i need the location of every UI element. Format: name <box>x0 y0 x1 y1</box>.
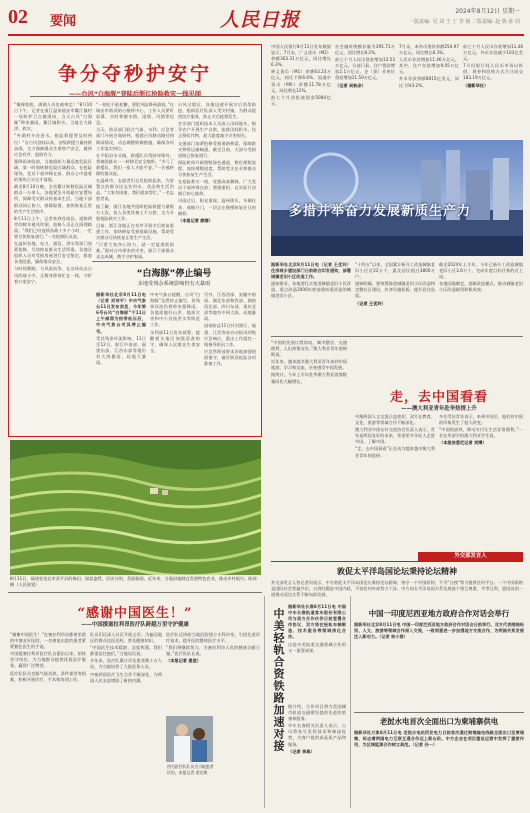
paragraph: 据新华社北京8月11日电 中国一印度尼西亚地方政府合作对话会日前举行。双方代表围绕经贸、人文、旅游等领域合作深入交流，一致同意进一步加强地方交流合作，为两国关系发展注入新动力。（记者 林小春） <box>354 622 524 640</box>
lead-rule <box>30 96 240 97</box>
terrace-photo-graphic <box>10 440 261 575</box>
paragraph: 前七个月净投放现金5084亿元。 <box>271 94 331 106</box>
page-number: 02 <box>8 6 28 28</box>
paragraph: 前七个月人民币存款增加11.46万亿元，外币存款减少103亿美元。 <box>463 44 523 62</box>
paragraph: 通知明确，要统筹推进城镇老旧小区改造和完整社区建设，补齐设施短板，提升居住品质。 <box>355 281 435 299</box>
paragraph: 截至2024年上半年，今年已新开工改造城镇老旧小区3.6万个，完成年度目标任务的近七成。 <box>439 262 523 280</box>
paragraph: 风雨过后，阳光重现。温州街头，车辆往来，商铺开门，一切正在慢慢恢复往日的模样。 <box>178 198 256 216</box>
right-top-column-1 <box>271 44 331 108</box>
substory-kicker: 多地受残余系统影响仍有大暴雨 <box>137 281 211 287</box>
paragraph: “一刻也不能松懈，要把风险降到最低。”在瑞安市防汛防台指挥中心，工作人员紧盯屏幕，实时掌握水情、雨情、风情等信息。 <box>96 102 174 126</box>
brief-3-headline: 老挝水电首次全面出口为柬埔寨供电 <box>379 717 499 726</box>
paragraph: 7月份银行间人民币市场以拆借、现券和回购方式合计成交183.19万亿元。 <box>463 63 523 81</box>
substory-headline: “白海豚”停止编号 <box>136 269 212 279</box>
doctor-photo <box>166 716 213 762</box>
paragraph: 医疗队还协助当地医院建立专科诊室，引进先进诊疗技术，提升医院整体医疗水平。 <box>166 632 260 644</box>
brief-2-body <box>354 622 524 641</box>
feature-photo-industry <box>271 140 523 256</box>
terrace-photo <box>10 440 261 575</box>
paragraph: 前七个月人民币贷款增加13.53万亿元。分部门看，住户贷款增加2.1万亿元，企（事）业单位贷款增加11.59万亿元。 <box>335 57 395 81</box>
paragraph: 在抢险救灾一线，党旗高高飘扬。广大党员干部冲锋在前、勇挑重担，以实际行动践行初心使命。 <box>178 179 256 197</box>
section-rule <box>8 592 262 593</box>
byline: （记者 王优玲） <box>355 300 386 306</box>
paragraph: 在平阳县水头镇，救援队员驾驶冲锋舟，将被困群众一一转移至安全地带。“多亏了救援队，我们一家人才能平安。”一名被转移的群众说。 <box>96 152 174 177</box>
paragraph: “中国的高铁、移动支付让生活非常便利。”一名在华留学的澳大利亚学生说。 <box>439 427 523 439</box>
paragraph: 台风过境后，各地迅速开展灾后消杀防疫，组织医疗队深入受灾村镇，为群众提供医疗服务，防止灾后疫情发生。 <box>178 102 256 120</box>
substory-rule <box>92 261 256 262</box>
spokesperson-tag: 外交部发言人 <box>418 552 523 561</box>
visit-column-3 <box>439 414 523 447</box>
substory-column-2 <box>150 292 200 355</box>
paragraph: 外交部发言人答记者问表示，中方敦促太平洋岛国论坛秉持论坛精神，恪守一个中国原则，不为“台独”势力提供任何平台。一个中国原则是国际社会普遍共识，台湾问题是中国内政，不容任何外部势力干涉。中方同太平洋岛国关系发展基于相互尊重、平等互利，愿同岛国一道推动双边关系不断向前发展。 <box>271 580 523 598</box>
paragraph: 据统计，今年上半年赴华澳大利亚游客数量同比大幅增长。 <box>271 372 347 384</box>
paragraph: 社会融资规模存量为395.71万亿元，同比增长8.2%。 <box>335 44 395 56</box>
paragraph: “中国的发展让我惊叹，城市整洁、交通便利，人们热情友好。”澳大利亚青年詹姆斯说。 <box>271 340 347 358</box>
paragraph: 截至8月10日晚，全省累计转移危险区域群众一万余人，各地紧急开放避灾安置场所，保障受灾群众的基本生活。当地干部群众同心协力，排除险情，加快恢复正常的生产生活秩序。 <box>14 184 92 214</box>
paragraph: “我们将继续努力，为塞拉利昂人民的健康贡献力量。”医疗队队长说。 <box>166 645 260 657</box>
column-divider <box>350 596 351 808</box>
paragraph: “像裸装般、满满人员也被带走！”8月10日下午，记者在浙江温州瓯安市鳌江镇村一处防护卫点做现场，当天台风“白海豚”带来暴雨，鳌江镇积水，当地全力排涝、救灾。 <box>14 102 92 132</box>
paragraph: 据新华社北京8月11日电（记者 王优玲）住房城乡建设部门日前联合印发通知，部署城镇老旧小区改造工作。 <box>271 262 351 280</box>
paragraph: 中澳两国人文交流日益密切，双方在教育、文化、旅游等领域合作不断深化。 <box>355 414 435 426</box>
paragraph: 交通部门加紧抢修受损道路桥梁，保障救灾物资运输畅通。截至目前，大部分受损道路已恢复通行。 <box>178 140 256 158</box>
paragraph: “只要大家齐心协力，就一定能战胜困难。”面对台风带来的灾害，浙江干部群众众志成城，携手守护家园。 <box>96 242 174 260</box>
paragraph: 医疗队队员克服气候炎热、条件艰苦等困难，积极开展诊疗、手术和培训工作。 <box>10 670 86 682</box>
terrace-photo-caption: 8月11日，福建省龙岩市武平县的梯田，绿意盎然，层次分明，美丽如画。近年来，当地因地制宜发展特色农业，推动乡村振兴。陈伟 摄（人民视觉） <box>10 576 257 587</box>
brief-2-headline: 中国一印度尼西亚地方政府合作对话会举行 <box>368 609 510 618</box>
paragraph: 队员们还深入社区开展义诊，为偏远地区的群众送医送药，普及健康知识。 <box>90 632 162 644</box>
paragraph: 中车长客相关负责人表示，公司将充分发挥技术和制造优势，为客户提供高品质产品和服务。 <box>288 723 346 747</box>
doctor-headline: “感谢中国医生！” <box>77 606 193 621</box>
paragraph: 据新华社长春8月11日电 中国中车长春轨道客车股份有限公司与美方合作伙伴日前签署合作协议，双方将在轻轨车辆制造、技术服务等领域深化合作。 <box>288 604 346 640</box>
mid-right-column-3 <box>439 262 523 294</box>
paragraph: 据了解，浙江各地共组织抢险救援力量数万人次，投入各类设备上千台套，全力开展抢险救灾工作。 <box>96 203 174 221</box>
paragraph: “十四五”以来，全国累计新开工改造城镇老旧小区近22万个，惠及居民超过3800万户。 <box>355 262 435 280</box>
paragraph: 目前，浙江各地正在有序开展灾后恢复重建工作，加快修复受损基础设施，帮助受灾群众尽快恢复正常生产生活。 <box>96 222 174 240</box>
paragraph: 据新华社万象8月11日电 老挝水电站所发电力日前首次通过跨境输电线路全面出口至柬埔寨，标志着两国电力互联互通合作迈上新台阶。中方企业在项目建设运营中发挥了重要作用，为区域能源合作树立典范。（记者 孙一） <box>354 730 524 748</box>
right-top-column-4 <box>463 44 523 90</box>
photo-banner-title: 多措并举奋力发展新质生产力 <box>289 204 472 219</box>
lead-column-1 <box>14 102 92 286</box>
railway-column-2 <box>288 704 346 756</box>
byline: （本报驻悉尼记者 刘博） <box>439 440 487 446</box>
lead-column-3 <box>178 102 256 225</box>
paragraph: 7月末，本外币贷款余额254.97万亿元，同比增长8.3%。 <box>399 44 459 56</box>
paragraph: “中国医生技术精湛、态度和蔼，我们都很信任他们。”当地居民说。 <box>90 645 162 657</box>
paragraph: “外湖村多处进水，抢险救援要及时到位！”自台风登陆以来，各级救援力量持续奋战，全力保障群众生命财产安全，做到应急有序、组织有力。 <box>14 133 92 157</box>
paragraph: 中塞两国医疗卫生合作不断深化，为两国人民友谊增添了新的内涵。 <box>90 671 162 683</box>
paragraph: 狭义货币（M1）余额63.23万亿元，同比下降6.6%。流通中货币（M0）余额11.78万亿元，同比增长12%。 <box>271 69 331 93</box>
doctor-subheadline: ——中国援塞拉利昂医疗队跨越万里守护健康 <box>81 622 189 628</box>
paragraph: 在温岭市，志愿者们自发组织起来，为安置点的群众送去饮用水、食品和生活用品。“大家有困难，我们就来帮忙。”一名志愿者说。 <box>96 178 174 202</box>
paragraph: 当天，防汛部门联合气象、水利、应急等部门开展会商研判，根据台风移动路径和降雨情况，动态调整防御措施，确保各项工作落实到位。 <box>96 127 174 151</box>
mid-right-column-2 <box>355 262 435 308</box>
paragraph: 中国援塞拉利昂医疗队自派出以来，始终坚守岗位，为当地群众提供优质医疗服务，赢得广泛赞誉。 <box>10 651 86 669</box>
substory-column-3 <box>204 292 256 368</box>
issue-date: 2024年8月12日 星期一 <box>455 8 520 15</box>
paragraph: 据新华社北京8月11日电（记者 刘诗平）中央气象台11日发布消息，今年第6号台风“白海豚”于11日上午减弱为热带低压后，中央气象台对其停止编号。 <box>96 292 146 334</box>
paragraph: 保险机构开辟理赔绿色通道，简化理赔流程，加快理赔进度，帮助受灾企业和群众尽快恢复生产生活。 <box>178 159 256 178</box>
doctor-column-1 <box>10 632 86 684</box>
page-masthead <box>8 2 524 36</box>
right-top-column-2 <box>335 44 395 90</box>
lead-column-2 <box>96 102 174 261</box>
brief-rule <box>271 561 523 562</box>
paragraph: 据介绍，合作项目将为美国城市轨道交通建设提供先进的装备和服务。 <box>288 704 346 722</box>
visit-subheadline: ——澳大利亚青年赴华热情上升 <box>401 406 477 412</box>
paragraph: 国家防总11日针对浙江、福建、江西等省启动防汛四级应急响应，派出工作组赴一线指导防汛工作。 <box>204 323 256 347</box>
lead-subheadline: ——台风“白海豚”登陆后浙江抢险救灾一线见闻 <box>69 91 201 98</box>
brief-1-headline: 敦促太平洋岛国论坛秉持论坛精神 <box>337 567 457 576</box>
paragraph: 另外，江西西部、安徽中南部、湖北东部和西部、湖南西北部、四川东部、重庆北部等地有中到大雨，局地暴雨。 <box>204 292 256 322</box>
brief-1-body <box>271 580 523 599</box>
doctor-photo-graphic <box>166 716 213 762</box>
paragraph: 应急管理部要求各地加强值班值守，做好防汛抢险各项准备工作。 <box>204 348 256 367</box>
section-name: 要闻 <box>50 14 77 29</box>
railway-headline: 中美轻轨合资铁路加速对接 <box>272 608 285 752</box>
paragraph: 近年来，越来越多澳大利亚青年来到中国旅游、学习和交流，亲身感受中国发展。 <box>271 359 347 371</box>
paragraph: “谢谢中国医生！”在塞拉利昂首都弗里敦的中塞友好医院，一名康复出院的患者紧紧握住医生的手说。 <box>10 632 86 650</box>
byline: （本报记者 顾春） <box>178 217 213 223</box>
paragraph: “走，去中国看看”正在成为越来越多澳大利亚青年的选择。 <box>355 446 435 458</box>
paragraph: 中国人民银行8月11日发布数据显示，7月末，广义货币（M2）余额303.31万亿元，同比增长6.3%。 <box>271 44 331 68</box>
mid-right-column-1 <box>271 262 351 301</box>
paragraph: 中央气象台提醒，台风“白海豚”虽然停止编号，但残余环流仍将带来强降雨，各地需做好山洪、地质灾害和中小河流洪水等防范工作。 <box>150 292 200 328</box>
brief-3-body <box>354 730 524 749</box>
industry-photo-graphic <box>271 140 523 256</box>
paragraph: 多年来，医疗队累计诊治患者数十万人次，为当地培养了大批医务人员。 <box>90 658 162 670</box>
section-rule <box>271 336 523 337</box>
visit-column-1 <box>271 340 347 386</box>
doctor-column-3 <box>166 632 260 665</box>
paragraph: 各地因地制宜，创新改造模式，推动城镇老旧小区改造取得积极成效。 <box>439 281 523 293</box>
paragraph: 外币存款余额8015亿美元，同比下降3.2%。 <box>399 76 459 88</box>
byline: （记者 吴秋余） <box>335 82 366 88</box>
paragraph: 强降雨来临前，当地组织力量巡查危险区域，第一时间转移危险区域群众。在抢险现场，党员干部冲锋在前，群众心中悬着的那块石头这才落地。 <box>14 158 92 183</box>
newspaper-logo: 人民日报 <box>220 9 301 31</box>
paragraph: 澳大利亚中国友好交流协会负责人表示，青年是两国友好的未来，希望更多年轻人走进中国、了解中国。 <box>355 427 435 445</box>
railway-column-1 <box>288 604 346 655</box>
paragraph: 人民币存款增加11.46万亿元。其中，住户存款增加9.05万亿元。 <box>399 57 459 75</box>
lead-headline: 争分夺秒护安宁 <box>57 63 212 85</box>
visit-column-2 <box>355 414 435 460</box>
doctor-photo-caption: 图为医疗队队员为当地患者诊治。本报记者 姜宣摄 <box>167 764 214 775</box>
paragraph: 8月11日上午，记者来到苍南县，道路两旁的树木被风吹倒，抢修人员正在清理路面。“我们已经连续奋战十多个小时，一定要尽快恢复通行。”一名抢修队员说。 <box>14 215 92 239</box>
brief-rule <box>354 712 524 713</box>
substory-column-1 <box>96 292 146 367</box>
paragraph: 受其残余环流影响，11日至12日，浙江中南部、福建东部、江西东部等地仍有大到暴雨，局地大暴雨。 <box>96 335 146 366</box>
paragraph: 水利部11日发布预警，提醒相关地区加强巡查防守，确保人民群众生命安全。 <box>150 329 200 353</box>
byline: （记者 李典） <box>288 748 315 754</box>
visit-headline: 走，去中国看看 <box>389 390 488 405</box>
doctor-column-2 <box>90 632 162 685</box>
editor-credits: 一版责编: 吴 刘 王 丁 李 杨 二版责编: 赵 陈 孙 周 <box>409 19 520 25</box>
column-divider <box>264 596 265 808</box>
paragraph: 这是中美轨道交通领域合作的又一重要成果。 <box>288 641 346 653</box>
right-top-column-3 <box>399 44 459 90</box>
paragraph: 农业部门组织技术人员深入田间地头，指导农户开展生产自救，抢排田间积水，扶正倒伏作物，最大限度减少灾害损失。 <box>178 121 256 139</box>
paragraph: 多位受访青年表示，来到中国后，他们对中国的印象发生了很大改变。 <box>439 414 523 426</box>
paragraph: 通知要求，各地要扎实推进城镇老旧小区改造，重点改造2000年底前建成需改造的城镇老旧小区。 <box>271 281 351 299</box>
paragraph: 在温州各地，电力、通信、供水等部门加紧抢修，尽快恢复群众生活所需。各地还组织人员对受损房屋进行安全鉴定，排查各类隐患，确保群众安全。 <box>14 241 92 265</box>
paragraph: 与时间赛跑，与风雨抗争。在这场抗击台风的战斗中，无数身影奔忙在一线，守护着万家安宁。 <box>14 266 92 284</box>
byline: （本报记者 姜宣） <box>166 658 201 664</box>
byline: （据新华社） <box>463 82 489 88</box>
